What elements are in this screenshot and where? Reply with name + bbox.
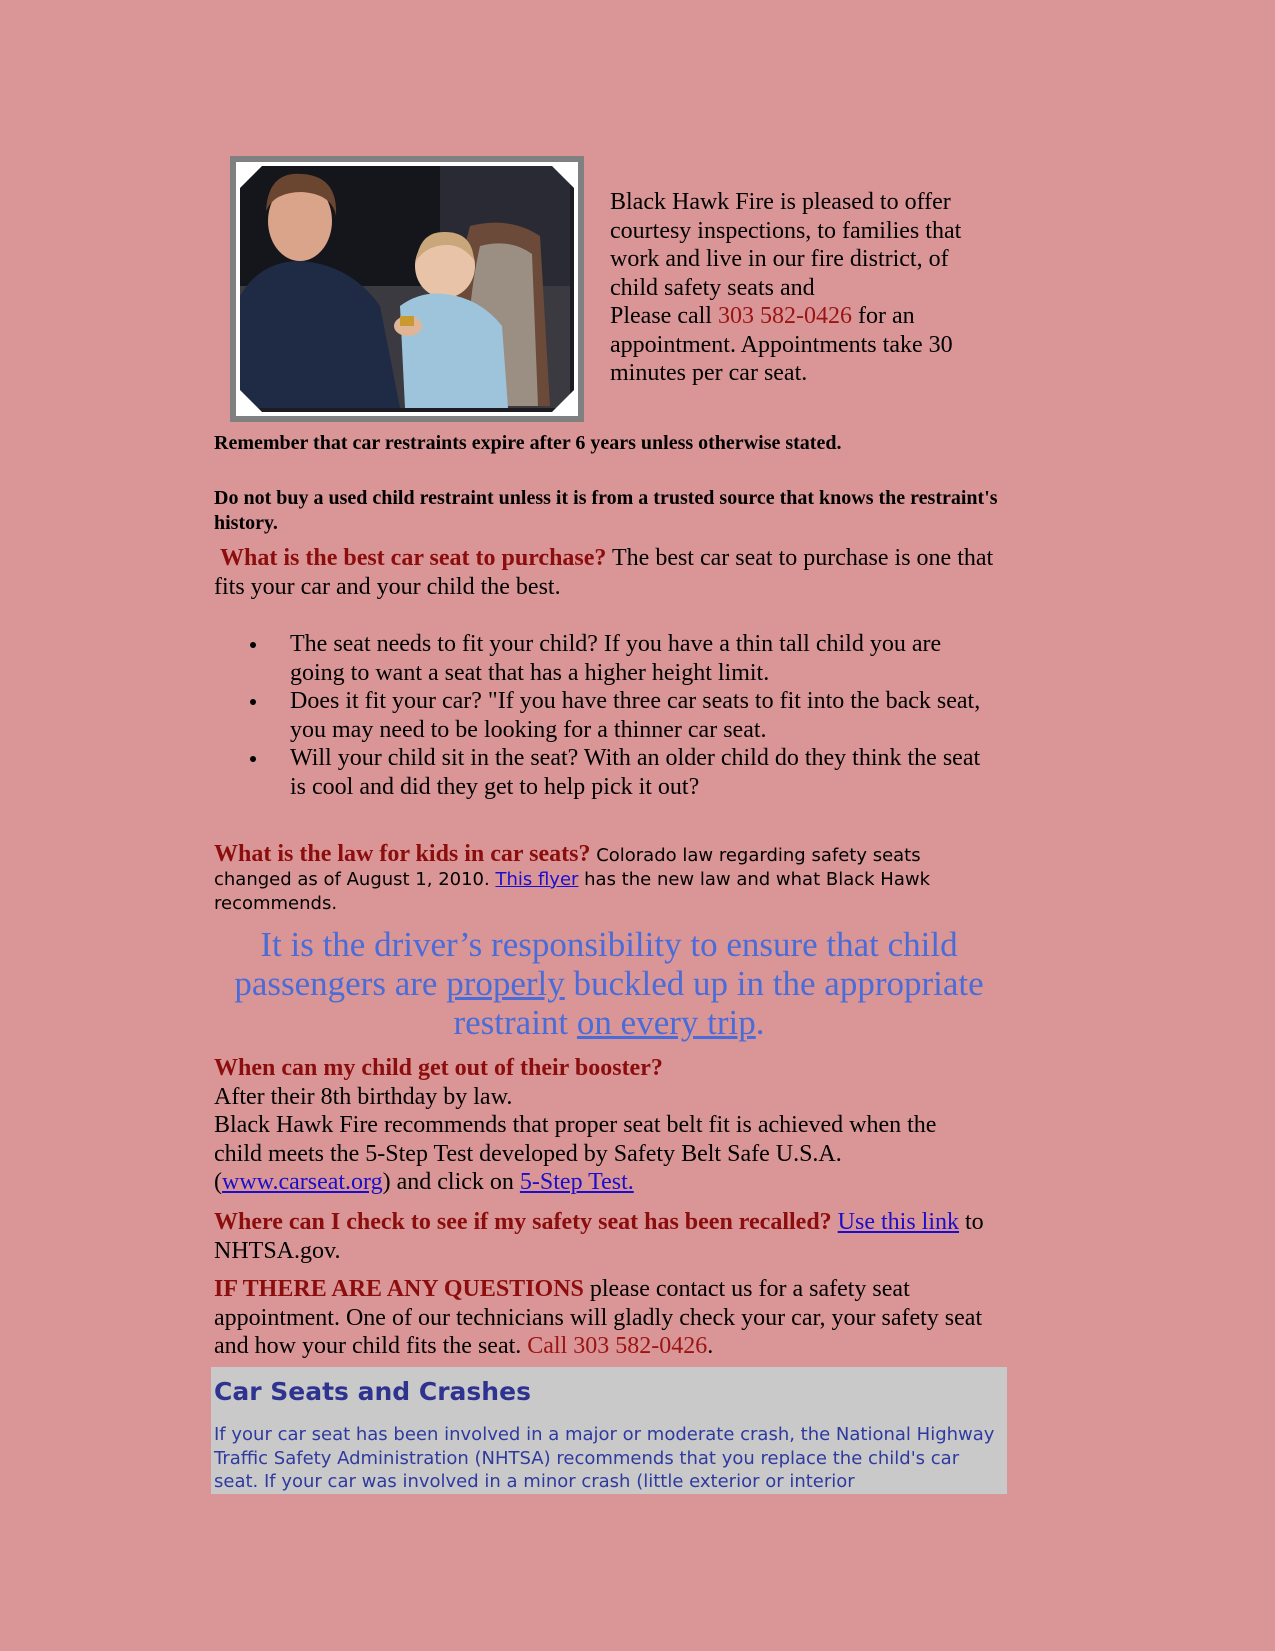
photo-corner-top-right — [552, 166, 574, 188]
best-seat-text: The best car seat to purchase is one that fits your car and your child the best. — [214, 545, 994, 600]
law-text-before: Colorado law regarding safety seats changed as of August 1, 2010. — [214, 845, 921, 890]
quote-properly: properly — [446, 964, 565, 1003]
crashes-panel[interactable] — [211, 1367, 1007, 1494]
intro-phone: 303 582-0426 — [717, 303, 852, 329]
questions-heading: IF THERE ARE ANY QUESTIONS — [214, 1276, 584, 1302]
law-text-after: has the new law and what Black Hawk recommends. — [214, 869, 931, 914]
list-item — [214, 744, 990, 801]
best-seat-list — [214, 630, 1004, 801]
quote-part2: buckled up in the appropriate restraint — [453, 964, 984, 1042]
recall-text: to NHTSA.gov. — [214, 1209, 984, 1264]
booster-law-line: After their 8th birthday by law. — [214, 1083, 513, 1110]
list-item — [214, 630, 990, 687]
bullet-icon — [250, 699, 256, 705]
law-paragraph — [214, 843, 984, 916]
crashes-title: Car Seats and Crashes — [214, 1377, 531, 1406]
booster-mid-text: ) and click on — [382, 1169, 520, 1195]
booster-recommendation-text: Black Hawk Fire recommends that proper seat belt fit is achieved when the child meets the 5-Step Test developed by Safety Belt Safe U.S.A. ( — [214, 1112, 937, 1195]
carseat-org-link[interactable]: www.carseat.org — [222, 1169, 383, 1195]
intro-paragraph — [610, 188, 990, 388]
crashes-text: If your car seat has been involved in a major or moderate crash, the National Highway Traffic Safety Administration (NHTSA) recommends that you replace the child's car seat. If your car was involved in a minor crash (little exterior or interior — [214, 1424, 995, 1492]
photo-corner-top-left — [240, 166, 262, 188]
quote-every-trip: on every trip — [576, 1003, 756, 1042]
booster-heading: When can my child get out of their booster? — [214, 1055, 663, 1081]
driver-responsibility-quote — [214, 925, 1004, 1042]
booster-recommendation — [214, 1111, 984, 1197]
quote-part3: . — [755, 1003, 765, 1042]
intro-text: Black Hawk Fire is pleased to offer courtesy inspections, to families that work and live in our fire district, of child safety seats and — [610, 189, 962, 301]
recall-paragraph — [214, 1208, 1004, 1265]
questions-paragraph — [214, 1275, 984, 1361]
photo-illustration — [240, 166, 570, 408]
car-seat-photo — [236, 162, 578, 416]
list-item-text: Does it fit your car? "If you have three car seats to fit into the back seat, you may need to be looking for a thinner car seat. — [290, 688, 981, 743]
list-item-text: The seat needs to fit your child? If you have a thin tall child you are going to want a seat that has a higher height limit. — [290, 631, 942, 686]
questions-end: . — [707, 1333, 714, 1359]
photo-image — [240, 166, 574, 412]
used-restraint-note: Do not buy a used child restraint unless it is from a trusted source that knows the restraint's history. — [214, 487, 998, 534]
questions-call: Call 303 582-0426 — [527, 1333, 708, 1359]
best-seat-paragraph — [214, 544, 1004, 601]
photo-corner-bottom-right — [552, 390, 574, 412]
flyer-link[interactable]: This flyer — [495, 869, 579, 890]
nhtsa-link[interactable]: Use this link — [837, 1209, 960, 1235]
bullet-icon — [250, 642, 256, 648]
list-item-text: Will your child sit in the seat? With an older child do they think the seat is cool and did they get to help pick it out? — [290, 745, 981, 800]
photo-corner-bottom-left — [240, 390, 262, 412]
bullet-icon — [250, 756, 256, 762]
questions-text: please contact us for a safety seat appointment. One of our technicians will gladly check your car, your safety seat and how your child fits the seat. — [214, 1276, 983, 1359]
booster-section — [214, 1054, 984, 1197]
expire-note: Remember that car restraints expire after 6 years unless otherwise stated. — [214, 432, 842, 454]
best-seat-heading: What is the best car seat to purchase? — [220, 545, 607, 571]
law-heading: What is the law for kids in car seats? — [214, 841, 591, 867]
list-item — [214, 687, 990, 744]
photo-frame — [230, 156, 584, 422]
intro-call-suffix: for an appointment. Appointments take 30 minutes per car seat. — [610, 303, 953, 386]
quote-part1: It is the driver’s responsibility to ensure that child passengers are — [234, 925, 958, 1003]
intro-call-prefix: Please call — [610, 303, 718, 329]
five-step-test-link[interactable]: 5-Step Test. — [519, 1169, 634, 1195]
recall-heading: Where can I check to see if my safety seat has been recalled? — [214, 1209, 832, 1235]
